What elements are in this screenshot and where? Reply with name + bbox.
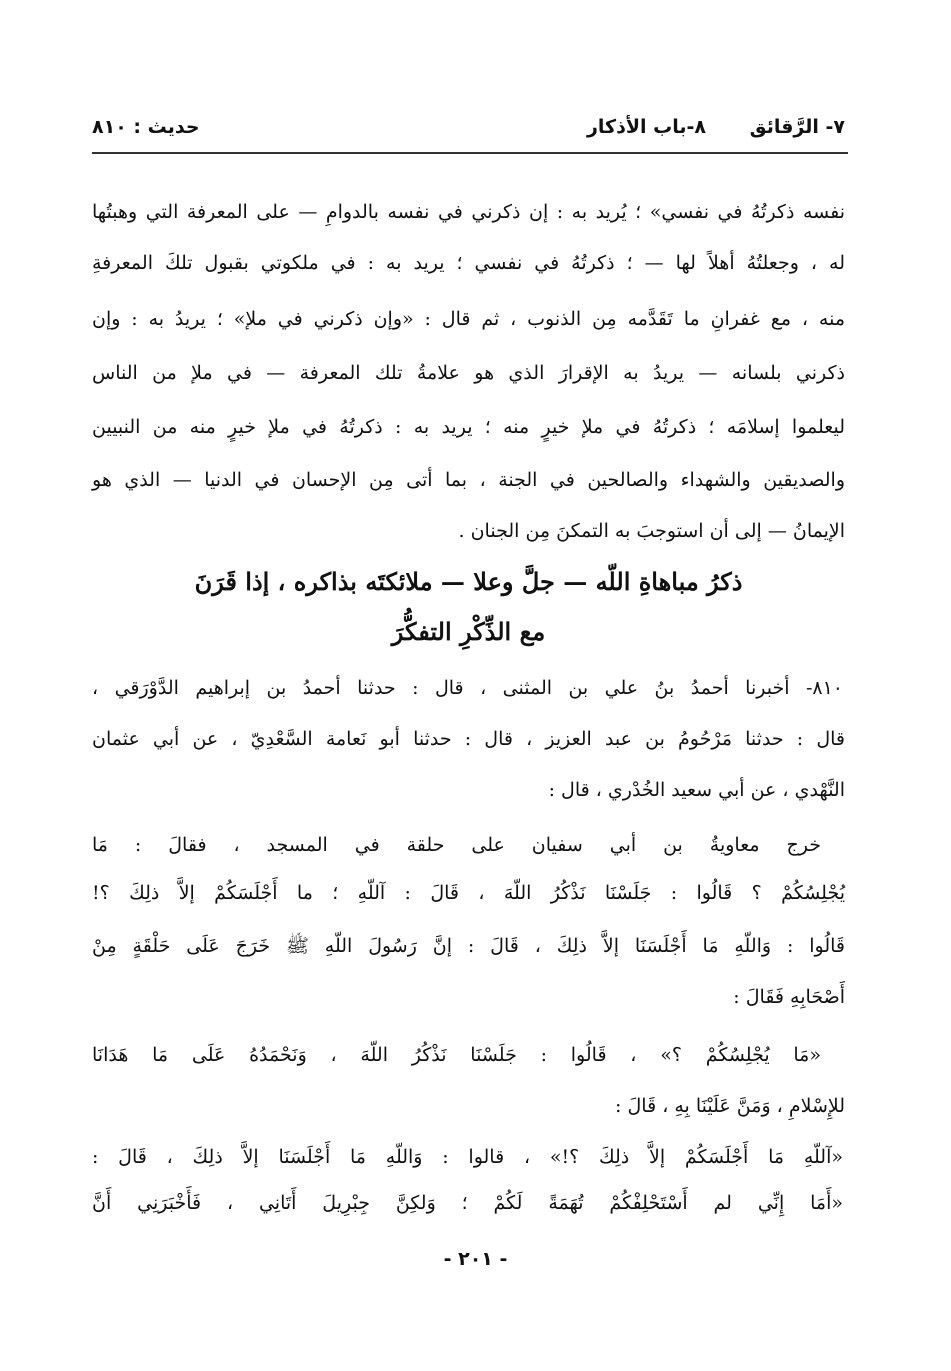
heading-line: مع الذِّكْرِ التفكُّرَ xyxy=(391,617,546,646)
text-line: ليعلموا إسلامَه ؛ ذكرتُهُ في ملإ خيرٍ منه ؛ يريد به : ذكرتُهُ في ملإ خيرٍ منه من النبيين xyxy=(92,416,845,438)
header-rule xyxy=(92,152,848,154)
text-line: أَصْحَابِهِ فَقَالَ : xyxy=(733,986,845,1008)
header-section: ٨-باب الأذكار xyxy=(586,116,706,138)
text-line: للإِسْلامِ ، وَمَنَّ عَلَيْنَا بِهِ ، قَالَ : xyxy=(615,1095,845,1117)
page-number: - ٢٠١ - xyxy=(443,1248,508,1270)
header-hadith-ref: حديث : ٨١٠ xyxy=(92,116,200,138)
text-line: «آللّهِ مَا أَجْلَسَكُمْ إلاَّ ذلِكَ ؟!» ، قالوا : وَاللّهِ مَا أَجْلَسَنَا إلاَّ ذلِكَ ، قَالَ : xyxy=(92,1146,843,1168)
text-line: النَّهْدي ، عن أبي سعيد الخُدْري ، قال : xyxy=(548,779,845,801)
text-line: والصديقين والشهداء والصالحين في الجنة ، بما أتى مِن الإحسان في الدنيا — الذي هو xyxy=(92,469,845,491)
text-line: ٨١٠- أخبرنا أحمدُ بنُ علي بن المثنى ، قال : حدثنا أحمدُ بن إبراهيم الدَّوْرَقي ، xyxy=(92,677,843,699)
text-line: الإيمانُ — إلى أن استوجبَ به التمكنَ مِن الجنان . xyxy=(458,520,845,542)
text-line: خرج معاويةُ بن أبي سفيان على حلقة في المسجد ، فقالَ : مَا xyxy=(92,834,821,856)
text-line: «أَمَا إِنِّي لم أَسْتَحْلِفْكُمْ تُهَمَةً لَكُمْ ؛ وَلكِنَّ جِبْرِيلَ أَتَانِي ، فَأَخْبَرَنِي أَنَّ xyxy=(92,1192,843,1214)
text-line: قَالُوا : وَاللّهِ مَا أَجْلَسَنَا إلاَّ ذلِكَ ، قَالَ : إنَّ رَسُولَ اللّهِ ﷺ خَرَجَ عَلَى حَلْقَةٍ مِنْ xyxy=(92,935,845,957)
text-line: نفسه ذكرتُهُ في نفسي» ؛ يُريد به : إن ذكرني في نفسه بالدوامِ — على المعرفة التي وهبتُها xyxy=(92,201,845,223)
text-line: له ، وجعلتُهُ أهلاً لها — ؛ ذكرتُهُ في نفسي ؛ يريد به : في ملكوتي بقبول تلكَ المعرفةِ xyxy=(92,252,845,274)
text-line: «مَا يُجْلِسُكُمْ ؟» ، قَالُوا : جَلَسْنَا نَذْكُرُ اللّهَ ، وَنَحْمَدُهُ عَلَى مَا هَدَانَا xyxy=(92,1044,821,1066)
text-line: منه ، مع غفرانِ ما تَقَدَّمه مِن الذنوب ، ثم قال : «وإن ذكرني في ملإ» ؛ يريدُ به : وإن xyxy=(92,308,845,330)
header-chapter: ٧- الرَّقائق xyxy=(749,116,845,138)
text-line: يُجْلِسُكُمْ ؟ قَالُوا : جَلَسْنَا نَذْكُرُ اللّهَ ، قَالَ : آللّهِ ؛ ما أَجْلَسَكُمْ إلاَّ ذلِكَ ؟! xyxy=(92,882,845,904)
text-line: ذكرني بلسانه — يريدُ به الإقرارَ الذي هو علامةُ تلك المعرفة — في ملإ من الناس xyxy=(92,362,845,384)
text-line: قال : حدثنا مَرْحُومُ بن عبد العزيز ، قال : حدثنا أبو نَعامة السَّعْدِيّ ، عن أبي عثمان xyxy=(92,728,845,750)
heading-line: ذكرُ مباهاةِ اللّه — جلَّ وعلا — ملائكتَه بذاكره ، إذا قَرَنَ xyxy=(194,567,743,596)
